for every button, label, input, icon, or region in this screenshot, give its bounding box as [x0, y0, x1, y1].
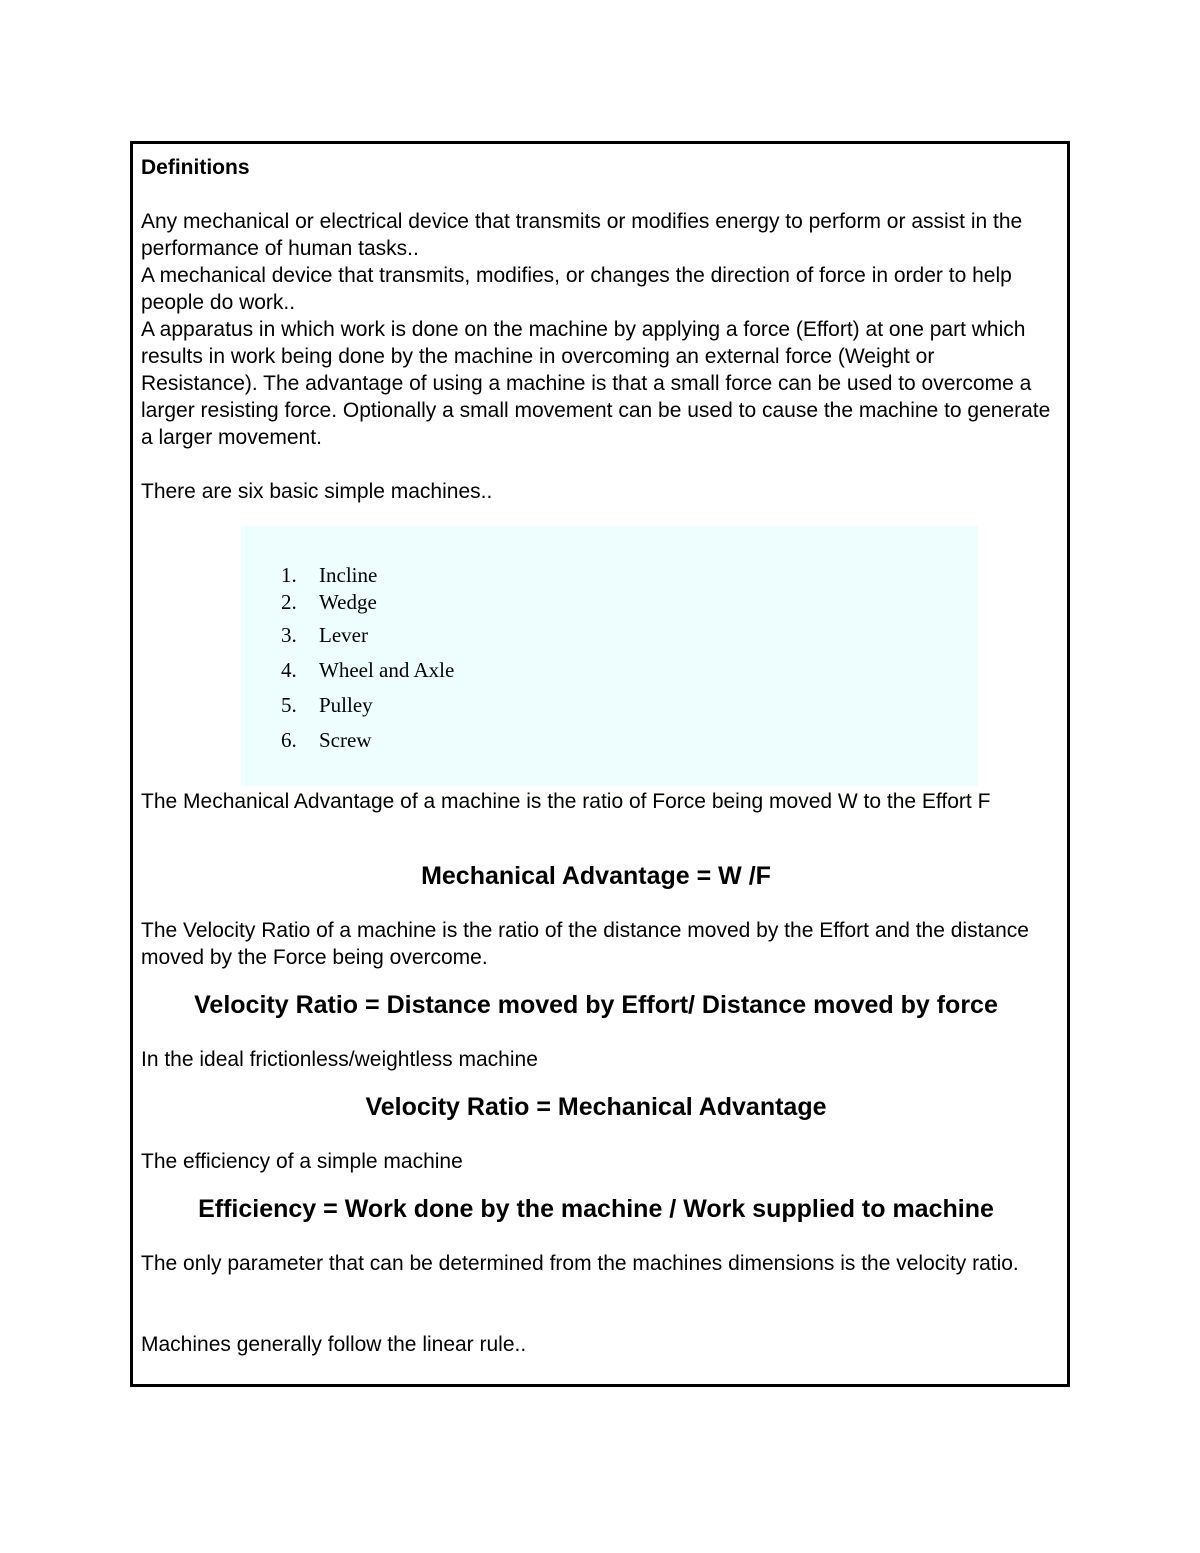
list-item: 2. Wedge — [281, 590, 377, 614]
definition-2: A mechanical device that transmits, modifies, or changes the direction of force in order to help people do work.. — [141, 264, 1012, 314]
definition-1: Any mechanical or electrical device that transmits or modifies energy to perform or assist in the performance of human tasks.. — [141, 210, 1023, 260]
efficiency-formula: Efficiency = Work done by the machine / Work supplied to machine — [198, 1195, 994, 1223]
definitions-box — [130, 141, 1070, 1387]
list-item: 1. Incline — [281, 563, 378, 587]
parameter-text: The only parameter that can be determined from the machines dimensions is the velocity ratio. — [141, 1252, 1019, 1275]
list-item: 5. Pulley — [281, 693, 373, 717]
simple-machines-list — [281, 562, 454, 754]
ideal-machine-formula: Velocity Ratio = Mechanical Advantage — [365, 1093, 827, 1121]
six-machines-intro: There are six basic simple machines.. — [141, 480, 493, 503]
simple-machines-list-box — [241, 526, 978, 786]
efficiency-text: The efficiency of a simple machine — [141, 1150, 463, 1173]
linear-rule-text: Machines generally follow the linear rule.. — [141, 1333, 527, 1356]
list-item: 3. Lever — [281, 623, 368, 647]
velocity-ratio-text: The Velocity Ratio of a machine is the ratio of the distance moved by the Effort and the distance moved by the Force being overcome. — [141, 919, 1029, 969]
list-item: 6. Screw — [281, 728, 372, 752]
definition-3: A apparatus in which work is done on the machine by applying a force (Effort) at one part which results in work being done by the machine in overcoming an external force (Weight or Resistance). The advantage of using a machine is that a small force can be used to overcome a larger resisting force. Optionally a small movement can be used to cause the machine to generate a larger movement. — [141, 318, 1051, 449]
velocity-ratio-formula: Velocity Ratio = Distance moved by Effort/ Distance moved by force — [194, 991, 998, 1019]
mechanical-advantage-formula: Mechanical Advantage = W /F — [421, 862, 771, 890]
section-heading: Definitions — [141, 156, 250, 179]
list-item: 4. Wheel and Axle — [281, 658, 455, 682]
mechanical-advantage-text: The Mechanical Advantage of a machine is the ratio of Force being moved W to the Effort F — [141, 790, 991, 813]
ideal-machine-text: In the ideal frictionless/weightless machine — [141, 1048, 538, 1071]
